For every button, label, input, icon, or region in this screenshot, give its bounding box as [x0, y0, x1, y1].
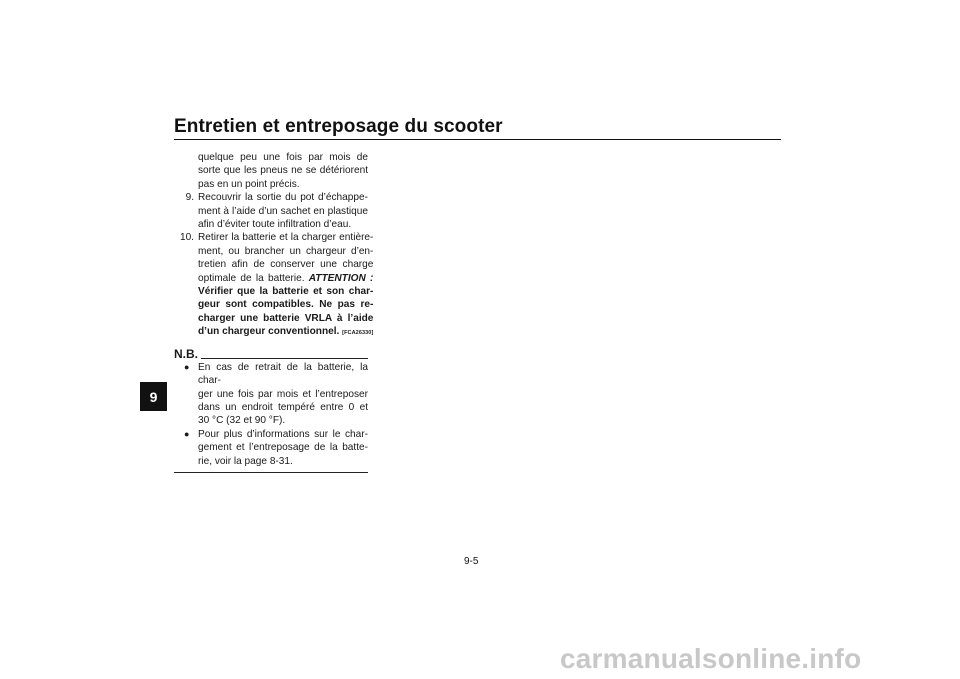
attention-label: ATTENTION :: [308, 272, 374, 284]
text-line: [198, 272, 373, 285]
step-body: [198, 231, 373, 340]
bullet-body: [198, 361, 368, 428]
content-column: [174, 151, 374, 473]
text-line: gement et l’entreposage de la batte-: [198, 442, 368, 454]
step-number: 9.: [185, 192, 194, 204]
reference-code: [FCA26330]: [342, 330, 374, 337]
text-line: afin d’éviter toute infiltration d’eau.: [198, 219, 352, 231]
warning-text: d’un chargeur conventionnel.: [198, 326, 340, 338]
note-label: N.B.: [174, 346, 198, 361]
step-10: [174, 231, 374, 340]
page-title: Entretien et entreposage du scooter: [174, 116, 503, 137]
text-line: ment à l’aide d’un sachet en plastique: [198, 205, 368, 217]
text-segment: optimale de la batterie.: [198, 272, 305, 284]
warning-line: charger une batterie VRLA à l’aide: [198, 312, 374, 324]
step-number: 10.: [179, 232, 194, 244]
note-end-rule: [174, 472, 368, 473]
warning-line: [198, 325, 373, 340]
step-9: [174, 191, 368, 231]
step-body: [198, 191, 368, 231]
text-line: rie, voir la page 8-31.: [198, 455, 293, 467]
text-line: Recouvrir la sortie du pot d’échappe-: [198, 192, 368, 204]
text-line: Retirer la batterie et la charger entière-: [198, 232, 374, 244]
note-bullet: [174, 361, 368, 428]
note-rule: [201, 358, 368, 359]
chapter-tab: 9: [140, 382, 167, 411]
text-line: En cas de retrait de la batterie, la char-: [198, 361, 368, 387]
page-number: 9-5: [464, 556, 479, 567]
text-line: pas en un point précis.: [198, 178, 300, 190]
watermark: carmanualsonline.info: [560, 643, 862, 674]
bullet-icon: ●: [184, 361, 190, 372]
text-line: sorte que les pneus ne se détériorent: [198, 165, 368, 177]
warning-line: geur sont compatibles. Ne pas re-: [198, 299, 374, 311]
bullet-body: [198, 428, 368, 468]
text-line: Pour plus d’informations sur le char-: [198, 428, 368, 440]
warning-line: Vérifier que la batterie et son char-: [198, 286, 374, 298]
text-line: dans un endroit tempéré entre 0 et: [198, 401, 368, 413]
intro-paragraph: [174, 151, 368, 191]
note-bullet: [174, 428, 368, 468]
bullet-icon: ●: [184, 428, 190, 439]
header-rule: [174, 139, 781, 140]
text-line: 30 °C (32 et 90 °F).: [198, 415, 286, 427]
text-line: ment, ou brancher un chargeur d’en-: [198, 245, 374, 257]
text-line: tretien afin de conserver une charge: [198, 259, 374, 271]
text-line: quelque peu une fois par mois de: [198, 152, 368, 163]
note-heading: [174, 348, 368, 361]
text-line: ger une fois par mois et l’entreposer: [198, 388, 368, 400]
